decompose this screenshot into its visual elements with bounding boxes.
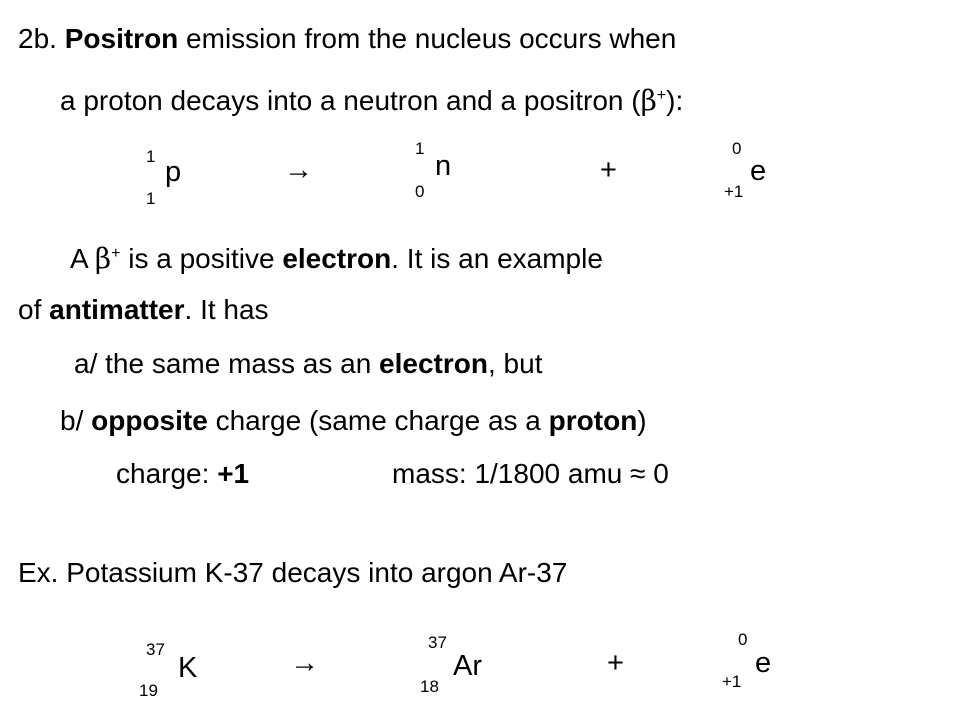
intro-text: a proton decays into a neutron and a positron ( bbox=[60, 85, 641, 116]
desc-line-2 bbox=[18, 293, 269, 327]
arrow-right-icon: → bbox=[290, 647, 319, 679]
potassium-atomic-number: 19 bbox=[139, 681, 158, 700]
property-text: charge (same charge as a bbox=[207, 405, 549, 436]
argon-mass-number: 37 bbox=[428, 633, 447, 652]
argon-atomic-number: 18 bbox=[420, 677, 439, 696]
property-b bbox=[60, 404, 647, 438]
intro-text-end: ): bbox=[666, 85, 684, 116]
intro-line-2 bbox=[60, 79, 683, 118]
positron-mass-number: 0 bbox=[732, 139, 742, 158]
property-a bbox=[74, 347, 542, 381]
potassium-symbol: K bbox=[178, 652, 198, 684]
desc-text: . It has bbox=[184, 294, 269, 325]
plus-sign: + bbox=[607, 647, 624, 679]
plus-sign: + bbox=[600, 154, 617, 186]
arrow-right-icon: → bbox=[284, 154, 313, 186]
charge-line bbox=[116, 457, 249, 491]
potassium-mass-number: 37 bbox=[146, 640, 165, 659]
list-label: b/ bbox=[60, 405, 84, 436]
positron-atomic-number: +1 bbox=[724, 182, 744, 201]
mass-line: mass: 1/1800 amu ≈ 0 bbox=[392, 458, 669, 489]
positron-mass-number: 0 bbox=[738, 630, 748, 649]
beta-symbol: β bbox=[94, 242, 112, 275]
term-electron: electron bbox=[282, 243, 392, 274]
term-proton: proton bbox=[548, 405, 638, 436]
example-line: Ex. Potassium K-37 decays into argon Ar-37 bbox=[18, 557, 568, 588]
desc-text: . It is an example bbox=[391, 243, 603, 274]
desc-text: A bbox=[70, 243, 95, 274]
charge-label: charge: bbox=[116, 458, 210, 489]
term-opposite: opposite bbox=[91, 405, 208, 436]
neutron-mass-number: 1 bbox=[415, 139, 425, 158]
positron-atomic-number: +1 bbox=[722, 672, 742, 691]
proton-mass-number: 1 bbox=[146, 147, 156, 166]
neutron-symbol: n bbox=[435, 150, 452, 182]
charge-value: +1 bbox=[217, 458, 250, 489]
neutron-atomic-number: 0 bbox=[415, 182, 425, 201]
beta-plus-sign: + bbox=[656, 87, 667, 104]
term-antimatter: antimatter bbox=[49, 294, 185, 325]
section-number: 2b. bbox=[18, 23, 57, 54]
term-positron: Positron bbox=[64, 23, 179, 54]
argon-symbol: Ar bbox=[453, 650, 482, 682]
positron-symbol: e bbox=[755, 647, 772, 679]
proton-atomic-number: 1 bbox=[146, 189, 156, 208]
desc-text: of bbox=[18, 294, 50, 325]
desc-line-1 bbox=[70, 237, 603, 276]
proton-symbol: p bbox=[165, 156, 182, 188]
heading-text: emission from the nucleus occurs when bbox=[178, 23, 677, 54]
list-label: a/ bbox=[74, 348, 98, 379]
property-text: ) bbox=[637, 405, 647, 436]
beta-symbol: β bbox=[640, 84, 657, 117]
positron-symbol: e bbox=[750, 155, 767, 187]
heading-line bbox=[18, 22, 676, 56]
term-electron: electron bbox=[379, 348, 488, 379]
property-text: , but bbox=[487, 348, 543, 379]
beta-plus-sign: + bbox=[111, 245, 121, 262]
property-text: the same mass as an bbox=[105, 348, 380, 379]
desc-text: is a positive bbox=[120, 243, 283, 274]
